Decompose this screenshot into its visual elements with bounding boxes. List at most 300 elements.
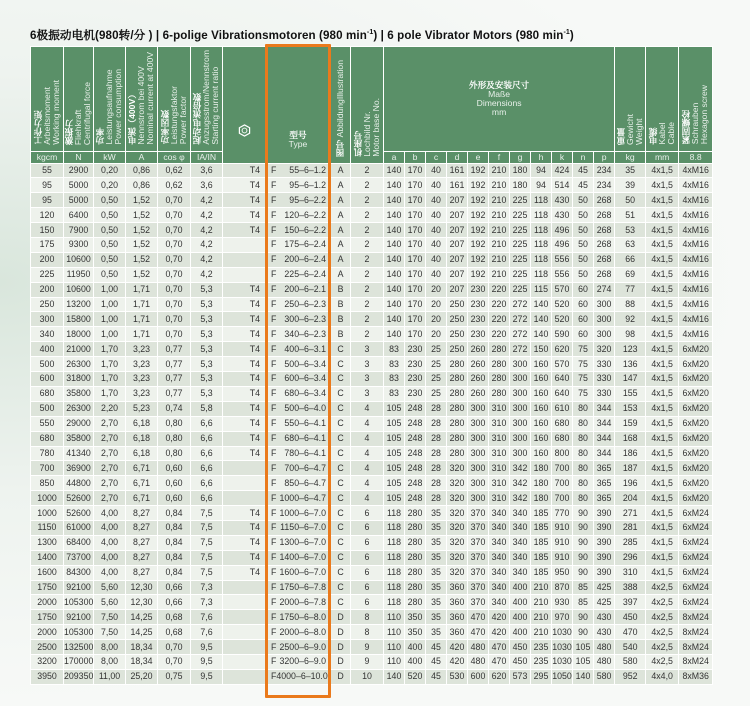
cell-dim-n: 140 — [573, 669, 594, 684]
cell-dim-f: 310 — [489, 431, 510, 446]
cell-dim-f: 210 — [489, 223, 510, 238]
cell-motor-base: 2 — [351, 327, 384, 342]
cell-dim-a: 118 — [384, 520, 405, 535]
cell-temp-class: T4 — [223, 416, 266, 431]
cell-temp-class: T4 — [223, 535, 266, 550]
cell-dim-k: 640 — [552, 386, 573, 401]
cell-type — [266, 208, 331, 223]
type-model: 2000–6–8.0 — [279, 626, 326, 637]
cell-illustration: B — [331, 282, 351, 297]
header-type: 型号 Type — [266, 47, 331, 164]
cell-dim-a: 83 — [384, 386, 405, 401]
cell-dim-b: 350 — [405, 625, 426, 640]
cell-centrifugal-force: 92100 — [64, 580, 94, 595]
cell-power: 0,20 — [94, 178, 126, 193]
cell-current: 25,20 — [126, 669, 158, 684]
type-model: 3200–6–9.0 — [279, 656, 326, 667]
cell-current: 1,71 — [126, 297, 158, 312]
type-model: 1750–6–7.8 — [279, 581, 326, 592]
type-model: 500–6–3.4 — [284, 358, 326, 369]
cell-current: 8,27 — [126, 550, 158, 565]
type-prefix: F — [271, 224, 277, 235]
cell-current: 6,71 — [126, 491, 158, 506]
type-prefix: F — [271, 239, 277, 250]
cell-dim-b: 170 — [405, 238, 426, 253]
cell-working-moment: 1300 — [31, 535, 64, 550]
cell-temp-class: T4 — [223, 342, 266, 357]
cell-dim-d: 320 — [447, 535, 468, 550]
cell-temp-class — [223, 625, 266, 640]
cell-dim-f: 280 — [489, 357, 510, 372]
table-row — [31, 178, 713, 193]
cell-illustration: A — [331, 223, 351, 238]
cell-dim-h: 94 — [531, 163, 552, 178]
cell-dim-g: 300 — [510, 401, 531, 416]
cell-dim-h: 160 — [531, 401, 552, 416]
cell-dim-c: 35 — [426, 506, 447, 521]
cell-type — [266, 223, 331, 238]
cell-power: 4,00 — [94, 506, 126, 521]
cell-power-factor: 0,80 — [158, 431, 191, 446]
cell-power-factor: 0,62 — [158, 178, 191, 193]
cell-cable: 4x1,5 — [646, 342, 679, 357]
cell-dim-f: 310 — [489, 461, 510, 476]
cell-dim-e: 300 — [468, 446, 489, 461]
cell-current: 8,27 — [126, 506, 158, 521]
cell-weight: 50 — [615, 193, 646, 208]
cell-power-factor: 0,70 — [158, 282, 191, 297]
cell-dim-g: 340 — [510, 535, 531, 550]
type-model: 150–6–2.2 — [284, 224, 326, 235]
cell-power-factor: 0,84 — [158, 550, 191, 565]
cell-dim-h: 160 — [531, 416, 552, 431]
cell-centrifugal-force: 9300 — [64, 238, 94, 253]
type-wrapper — [266, 536, 330, 549]
unit-cos: cos φ — [158, 151, 191, 163]
cell-dim-g: 300 — [510, 446, 531, 461]
cell-motor-base: 4 — [351, 491, 384, 506]
cell-working-moment: 200 — [31, 252, 64, 267]
type-prefix: F — [271, 403, 277, 414]
cell-dim-d: 207 — [447, 252, 468, 267]
cell-power: 2,70 — [94, 416, 126, 431]
cell-dim-h: 160 — [531, 446, 552, 461]
cell-illustration: C — [331, 342, 351, 357]
type-prefix: F — [271, 567, 277, 578]
cell-motor-base: 2 — [351, 163, 384, 178]
cell-power: 4,00 — [94, 565, 126, 580]
cell-screw: 4xM16 — [679, 267, 713, 282]
cell-motor-base: 3 — [351, 342, 384, 357]
cell-weight: 296 — [615, 550, 646, 565]
cell-centrifugal-force: 132500 — [64, 640, 94, 655]
cell-screw: 4xM16 — [679, 297, 713, 312]
type-wrapper — [266, 566, 330, 579]
cell-dim-c: 35 — [426, 610, 447, 625]
cell-motor-base: 2 — [351, 178, 384, 193]
cell-cable: 4x1,5 — [646, 178, 679, 193]
type-model: 1400–6–7.0 — [279, 552, 326, 563]
type-prefix: F — [271, 299, 277, 310]
cell-dim-n: 80 — [573, 491, 594, 506]
cell-cable: 4x2,5 — [646, 595, 679, 610]
cell-dim-h: 180 — [531, 491, 552, 506]
cell-dim-f: 210 — [489, 238, 510, 253]
cell-power: 1,70 — [94, 372, 126, 387]
cell-illustration: D — [331, 610, 351, 625]
cell-motor-base: 6 — [351, 595, 384, 610]
table-row — [31, 252, 713, 267]
cell-dim-p: 390 — [594, 535, 615, 550]
type-model: 600–6–3.4 — [284, 373, 326, 384]
cell-dim-k: 424 — [552, 163, 573, 178]
cell-working-moment: 1000 — [31, 506, 64, 521]
cell-power: 7,50 — [94, 610, 126, 625]
cell-dim-p: 365 — [594, 491, 615, 506]
cell-dim-p: 274 — [594, 282, 615, 297]
cell-dim-g: 180 — [510, 178, 531, 193]
cell-screw: 6xM20 — [679, 446, 713, 461]
cell-starting-ratio: 5,3 — [191, 342, 223, 357]
cell-dim-d: 161 — [447, 178, 468, 193]
cell-dim-p: 330 — [594, 357, 615, 372]
cell-dim-e: 480 — [468, 654, 489, 669]
cell-dim-h: 140 — [531, 327, 552, 342]
cell-dim-d: 280 — [447, 446, 468, 461]
cell-illustration: B — [331, 297, 351, 312]
table-row — [31, 610, 713, 625]
cell-dim-b: 170 — [405, 193, 426, 208]
cell-working-moment: 340 — [31, 327, 64, 342]
cell-dim-a: 105 — [384, 461, 405, 476]
cell-temp-class — [223, 267, 266, 282]
cell-dim-f: 210 — [489, 252, 510, 267]
cell-dim-e: 600 — [468, 669, 489, 684]
cell-cable: 4x1,5 — [646, 312, 679, 327]
cell-weight: 204 — [615, 491, 646, 506]
cell-weight: 51 — [615, 208, 646, 223]
cell-working-moment: 780 — [31, 446, 64, 461]
cell-starting-ratio: 7,5 — [191, 520, 223, 535]
cell-illustration: A — [331, 238, 351, 253]
cell-centrifugal-force: 10600 — [64, 282, 94, 297]
cell-cable: 4x1,5 — [646, 386, 679, 401]
cell-dim-h: 210 — [531, 625, 552, 640]
cell-dim-k: 700 — [552, 491, 573, 506]
cell-type — [266, 163, 331, 178]
type-model: 225–6–2.4 — [284, 269, 326, 280]
type-model: 1150–6–7.0 — [280, 522, 326, 533]
header-motor-base: 机座号 Lochbild Nr. Motor base No. — [351, 47, 384, 164]
cell-dim-d: 280 — [447, 372, 468, 387]
cell-dim-k: 1030 — [552, 654, 573, 669]
cell-dim-a: 105 — [384, 476, 405, 491]
cell-dim-k: 770 — [552, 506, 573, 521]
cell-dim-d: 250 — [447, 327, 468, 342]
table-row — [31, 342, 713, 357]
type-model: 700–6–4.7 — [284, 462, 326, 473]
cell-dim-n: 45 — [573, 178, 594, 193]
cell-dim-f: 620 — [489, 669, 510, 684]
type-prefix: F — [271, 492, 277, 503]
cell-power-factor: 0,75 — [158, 669, 191, 684]
cell-type — [266, 595, 331, 610]
cell-dim-e: 370 — [468, 565, 489, 580]
cell-weight: 470 — [615, 625, 646, 640]
cell-motor-base: 4 — [351, 401, 384, 416]
cell-weight: 285 — [615, 535, 646, 550]
cell-dim-b: 280 — [405, 506, 426, 521]
table-row — [31, 372, 713, 387]
cell-power: 1,00 — [94, 282, 126, 297]
cell-dim-n: 90 — [573, 506, 594, 521]
cell-temp-class — [223, 654, 266, 669]
cell-weight: 153 — [615, 401, 646, 416]
header-centrifugal-force: 激振力 Fliehkraft Centrifugal force — [64, 47, 94, 152]
cell-temp-class: T4 — [223, 193, 266, 208]
cell-temp-class — [223, 640, 266, 655]
cell-dim-f: 220 — [489, 312, 510, 327]
type-wrapper — [266, 670, 330, 683]
cell-power: 1,00 — [94, 312, 126, 327]
cell-type — [266, 520, 331, 535]
cell-dim-p: 390 — [594, 520, 615, 535]
cell-screw: 4xM16 — [679, 252, 713, 267]
cell-dim-k: 640 — [552, 372, 573, 387]
cell-dim-d: 320 — [447, 520, 468, 535]
cell-starting-ratio: 6,6 — [191, 431, 223, 446]
type-prefix: F — [271, 328, 277, 339]
cell-power-factor: 0,70 — [158, 208, 191, 223]
cell-dim-d: 207 — [447, 223, 468, 238]
cell-dim-a: 110 — [384, 625, 405, 640]
type-wrapper — [266, 551, 330, 564]
cell-power: 8,00 — [94, 640, 126, 655]
cell-power: 1,00 — [94, 327, 126, 342]
cell-dim-f: 340 — [489, 580, 510, 595]
cell-motor-base: 4 — [351, 431, 384, 446]
cell-dim-b: 248 — [405, 416, 426, 431]
cell-power-factor: 0,77 — [158, 372, 191, 387]
cell-power: 1,70 — [94, 342, 126, 357]
cell-dim-f: 340 — [489, 595, 510, 610]
cell-current: 6,18 — [126, 416, 158, 431]
cell-dim-a: 105 — [384, 401, 405, 416]
cell-dim-b: 248 — [405, 461, 426, 476]
cell-dim-b: 230 — [405, 342, 426, 357]
cell-cable: 4x1,5 — [646, 297, 679, 312]
vibrator-motor-spec-table — [30, 46, 713, 685]
cell-motor-base: 3 — [351, 372, 384, 387]
cell-dim-n: 60 — [573, 297, 594, 312]
cell-centrifugal-force: 18000 — [64, 327, 94, 342]
cell-dim-c: 45 — [426, 669, 447, 684]
cell-dim-g: 225 — [510, 208, 531, 223]
table-row — [31, 267, 713, 282]
cell-current: 1,71 — [126, 312, 158, 327]
cell-current: 6,18 — [126, 446, 158, 461]
type-prefix: F — [271, 626, 277, 637]
cell-temp-class: T4 — [223, 282, 266, 297]
cell-power-factor: 0,60 — [158, 491, 191, 506]
cell-dim-p: 268 — [594, 252, 615, 267]
cell-screw: 8xM24 — [679, 610, 713, 625]
cell-type — [266, 535, 331, 550]
cell-dim-a: 110 — [384, 610, 405, 625]
cell-centrifugal-force: 105300 — [64, 595, 94, 610]
cell-working-moment: 175 — [31, 238, 64, 253]
type-wrapper — [266, 477, 330, 490]
table-row — [31, 506, 713, 521]
cell-centrifugal-force: 31800 — [64, 372, 94, 387]
cell-power: 7,50 — [94, 625, 126, 640]
cell-current: 1,52 — [126, 267, 158, 282]
cell-dim-f: 220 — [489, 297, 510, 312]
cell-screw: 6xM20 — [679, 461, 713, 476]
cell-current: 1,52 — [126, 208, 158, 223]
cell-cable: 4x1,5 — [646, 431, 679, 446]
cell-type — [266, 312, 331, 327]
cell-cable: 4x4,0 — [646, 669, 679, 684]
cell-temp-class: T4 — [223, 446, 266, 461]
type-prefix: F — [271, 358, 277, 369]
cell-dim-d: 280 — [447, 357, 468, 372]
cell-temp-class — [223, 461, 266, 476]
cell-dim-h: 118 — [531, 252, 552, 267]
cell-dim-e: 230 — [468, 312, 489, 327]
cell-dim-g: 300 — [510, 372, 531, 387]
cell-dim-p: 344 — [594, 416, 615, 431]
cell-power: 5,60 — [94, 595, 126, 610]
cell-dim-n: 90 — [573, 535, 594, 550]
cell-type — [266, 297, 331, 312]
dimension-letter-h: h — [531, 151, 552, 163]
cell-temp-class: T4 — [223, 312, 266, 327]
cell-dim-g: 400 — [510, 595, 531, 610]
cell-temp-class: T4 — [223, 208, 266, 223]
cell-type — [266, 654, 331, 669]
cell-starting-ratio: 5,3 — [191, 297, 223, 312]
cell-dim-n: 90 — [573, 625, 594, 640]
cell-dim-d: 420 — [447, 654, 468, 669]
cell-weight: 66 — [615, 252, 646, 267]
title-sup: -1 — [563, 29, 570, 37]
cell-screw: 8xM24 — [679, 654, 713, 669]
cell-dim-c: 20 — [426, 312, 447, 327]
type-prefix: F — [271, 418, 277, 429]
cell-power-factor: 0,70 — [158, 312, 191, 327]
cell-temp-class — [223, 580, 266, 595]
table-row — [31, 580, 713, 595]
cell-starting-ratio: 6,6 — [191, 461, 223, 476]
cell-motor-base: 6 — [351, 535, 384, 550]
cell-dim-b: 170 — [405, 297, 426, 312]
cell-cable: 4x1,5 — [646, 550, 679, 565]
cell-cable: 4x1,5 — [646, 372, 679, 387]
cell-starting-ratio: 7,6 — [191, 610, 223, 625]
cell-illustration: A — [331, 267, 351, 282]
cell-power: 1,00 — [94, 297, 126, 312]
type-prefix: F — [271, 313, 277, 324]
cell-dim-d: 360 — [447, 580, 468, 595]
type-model: 400–6–3.1 — [284, 343, 326, 354]
type-model: 780–6–4.1 — [284, 447, 326, 458]
cell-dim-h: 185 — [531, 506, 552, 521]
cell-dim-k: 520 — [552, 312, 573, 327]
cell-dim-g: 300 — [510, 416, 531, 431]
cell-centrifugal-force: 29000 — [64, 416, 94, 431]
cell-dim-p: 425 — [594, 595, 615, 610]
cell-screw: 6xM20 — [679, 401, 713, 416]
cell-starting-ratio: 4,2 — [191, 238, 223, 253]
cell-dim-e: 192 — [468, 238, 489, 253]
cell-dim-e: 260 — [468, 386, 489, 401]
cell-dim-d: 250 — [447, 312, 468, 327]
cell-current: 8,27 — [126, 535, 158, 550]
cell-cable: 4x2,5 — [646, 640, 679, 655]
cell-dim-c: 35 — [426, 625, 447, 640]
cell-cable: 4x1,5 — [646, 565, 679, 580]
cell-cable: 4x1,5 — [646, 193, 679, 208]
cell-power: 4,00 — [94, 535, 126, 550]
cell-dim-f: 340 — [489, 565, 510, 580]
cell-dim-f: 280 — [489, 386, 510, 401]
cell-dim-h: 140 — [531, 312, 552, 327]
header-power-factor: 功率因数 Leistungsfaktor Power factor — [158, 47, 191, 152]
cell-starting-ratio: 5,8 — [191, 401, 223, 416]
cell-starting-ratio: 7,5 — [191, 506, 223, 521]
cell-current: 12,30 — [126, 580, 158, 595]
cell-dim-n: 50 — [573, 238, 594, 253]
cell-dim-n: 75 — [573, 357, 594, 372]
cell-cable: 4x1,5 — [646, 401, 679, 416]
cell-starting-ratio: 7,5 — [191, 565, 223, 580]
cell-dim-d: 280 — [447, 386, 468, 401]
cell-dim-c: 20 — [426, 327, 447, 342]
cell-dim-e: 300 — [468, 431, 489, 446]
cell-screw: 4xM16 — [679, 163, 713, 178]
cell-dim-f: 210 — [489, 178, 510, 193]
type-model: 120–6–2.2 — [284, 209, 326, 220]
cell-dim-c: 25 — [426, 386, 447, 401]
cell-temp-class — [223, 491, 266, 506]
cell-weight: 310 — [615, 565, 646, 580]
cell-current: 1,52 — [126, 238, 158, 253]
cell-dim-n: 45 — [573, 163, 594, 178]
cell-weight: 271 — [615, 506, 646, 521]
cell-power-factor: 0,62 — [158, 163, 191, 178]
cell-screw: 6xM20 — [679, 386, 713, 401]
cell-motor-base: 2 — [351, 223, 384, 238]
cell-dim-b: 170 — [405, 208, 426, 223]
cell-type — [266, 282, 331, 297]
cell-centrifugal-force: 170000 — [64, 654, 94, 669]
cell-current: 6,71 — [126, 461, 158, 476]
cell-power: 0,50 — [94, 267, 126, 282]
table-row — [31, 282, 713, 297]
cell-dim-c: 40 — [426, 267, 447, 282]
cell-illustration: D — [331, 654, 351, 669]
cell-dim-p: 390 — [594, 506, 615, 521]
cell-dim-n: 60 — [573, 327, 594, 342]
cell-dim-k: 1030 — [552, 625, 573, 640]
cell-cable: 4x1,5 — [646, 520, 679, 535]
type-prefix: F — [271, 269, 277, 280]
type-prefix: F — [271, 209, 277, 220]
type-model: 250–6–2.3 — [284, 299, 326, 310]
cell-dim-c: 45 — [426, 654, 447, 669]
cell-working-moment: 200 — [31, 282, 64, 297]
